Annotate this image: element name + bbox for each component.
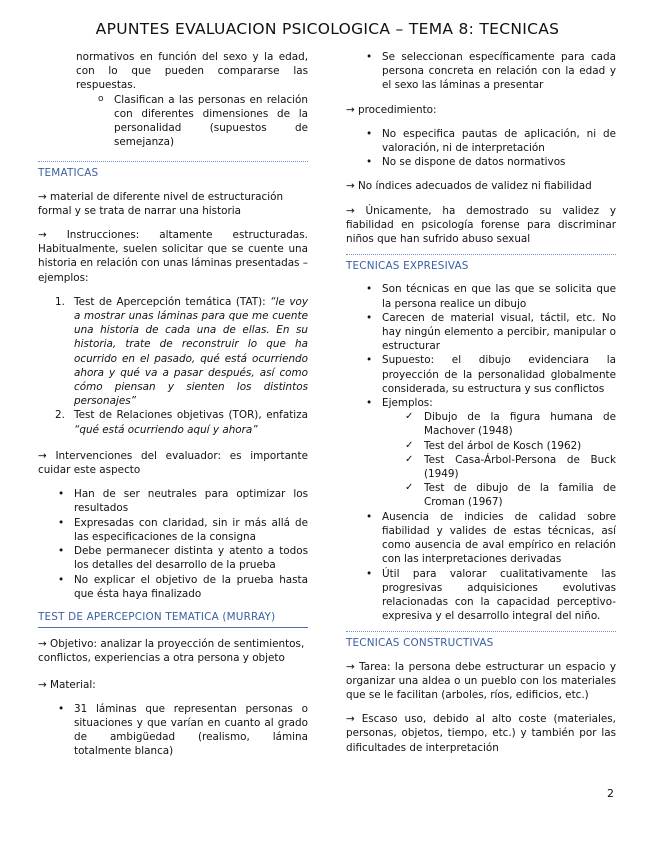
paragraph: → Escaso uso, debido al alto coste (materiales, personas, objetos, tiempo, etc.) y también por las dificultades de interpretación bbox=[346, 713, 616, 754]
list-item: • Son técnicas en que las que se solicita que la persona realice un dibujo bbox=[346, 282, 616, 310]
section-title-constructivas: TECNICAS CONSTRUCTIVAS bbox=[346, 631, 616, 650]
right-column bbox=[346, 50, 616, 755]
procedimiento-bullets bbox=[346, 127, 616, 170]
expresivas-bullets bbox=[346, 282, 616, 410]
section-title-expresivas: TECNICAS EXPRESIVAS bbox=[346, 254, 616, 273]
paragraph: → material de diferente nivel de estructuración formal y se trata de narrar una historia bbox=[38, 190, 284, 217]
list-item: • Ausencia de indicies de calidad sobre fiabilidad y valides de estas técnicas, así como ausencia de aval empírico en relación con las interpretaciones derivadas bbox=[346, 510, 616, 567]
tematicas-examples bbox=[38, 295, 308, 437]
section-title-tematicas: TEMATICAS bbox=[38, 161, 308, 180]
evaluador-bullets bbox=[38, 487, 308, 601]
example-quote: “le voy a mostrar unas láminas para que me cuente una historia de cada una de ellas. En su historia, trate de reconstruir lo que ha ocurrido en el pasado, qué está ocurriendo ahora y qué va a pasar después, así como cómo piensan y sienten los distintos personajes” bbox=[74, 295, 308, 408]
paragraph: → procedimiento: bbox=[346, 103, 437, 116]
list-item: • Carecen de material visual, táctil, etc. No hay ningún elemento a percibir, manipular o estructurar bbox=[346, 311, 616, 354]
intro-continuation: normativos en función del sexo y la edad, con lo que pueden compararse las respuestas. bbox=[76, 51, 308, 92]
list-item: ✓ Test Casa-Árbol-Persona de Buck (1949) bbox=[384, 453, 616, 481]
list-item bbox=[38, 295, 308, 409]
page-title: APUNTES EVALUACION PSICOLOGICA – TEMA 8: TECNICAS bbox=[95, 20, 560, 38]
list-number: 1. bbox=[55, 295, 65, 308]
left-column bbox=[38, 50, 308, 759]
example-text: Test de Relaciones objetivas (TOR), enfatiza bbox=[74, 409, 308, 422]
list-item: • Supuesto: el dibujo evidenciara la proyección de la personalidad globalmente considerada, su estructura y sus conflictos bbox=[346, 353, 616, 396]
paragraph: → Instrucciones: altamente estructuradas. Habitualmente, suelen solicitar que se cuente una historia en relación con unas láminas presentadas – ejemplos: bbox=[38, 229, 308, 284]
list-item: • Han de ser neutrales para optimizar los resultados bbox=[38, 487, 308, 515]
list-item bbox=[38, 408, 308, 436]
intro-bullets bbox=[346, 50, 616, 93]
section-title-tat: TEST DE APERCEPCION TEMATICA (MURRAY) bbox=[38, 610, 308, 628]
list-item: • Útil para valorar cualitativamente las progresivas adquisiciones evolutivas relacionadas con la capacidad perceptivo-expresiva y el desarrollo integral del niño. bbox=[346, 567, 616, 624]
page-number: 2 bbox=[607, 787, 614, 800]
paragraph: → Intervenciones del evaluador: es importante cuidar este aspecto bbox=[38, 449, 308, 477]
example-text: Test de Apercepción temática (TAT): bbox=[74, 295, 271, 308]
list-item: o Clasifican a las personas en relación con diferentes dimensiones de la personalidad (supuestos de semejanza) bbox=[38, 93, 308, 150]
expresivas-examples bbox=[346, 410, 616, 509]
expresivas-bullets-2 bbox=[346, 510, 616, 624]
list-item: • No se dispone de datos normativos bbox=[346, 155, 616, 169]
list-number: 2. bbox=[55, 409, 65, 422]
list-item: • Expresadas con claridad, sin ir más allá de las especificaciones de la consigna bbox=[38, 516, 308, 544]
list-item: • Ejemplos: bbox=[346, 396, 616, 410]
list-item: • Se seleccionan específicamente para cada persona concreta en relación con la edad y el sexo las láminas a presentar bbox=[346, 50, 616, 93]
list-item: • No especifica pautas de aplicación, ni de valoración, ni de interpretación bbox=[346, 127, 616, 155]
paragraph: → Material: bbox=[38, 678, 96, 691]
example-quote: “qué está ocurriendo aquí y ahora” bbox=[74, 423, 258, 436]
paragraph: → No índices adecuados de validez ni fiabilidad bbox=[346, 180, 592, 193]
paragraph: → Objetivo: analizar la proyección de sentimientos, conflictos, experiencias a otra persona y objeto bbox=[38, 638, 305, 665]
list-item: ✓ Dibujo de la figura humana de Machover (1948) bbox=[384, 410, 616, 438]
intro-sublist bbox=[38, 93, 308, 150]
list-item: ✓ Test del árbol de Kosch (1962) bbox=[384, 439, 616, 453]
list-item: ✓ Test de dibujo de la familia de Croman (1967) bbox=[384, 481, 616, 509]
paragraph: → Únicamente, ha demostrado su validez y fiabilidad en psicología forense para discriminar niños que han sufrido abuso sexual bbox=[346, 204, 616, 246]
list-item: • No explicar el objetivo de la prueba hasta que ésta haya finalizado bbox=[38, 573, 308, 601]
list-item: • Debe permanecer distinta y atento a todos los detalles del desarrollo de la prueba bbox=[38, 544, 308, 572]
material-bullets bbox=[38, 702, 308, 759]
list-item: • 31 láminas que representan personas o situaciones y que varían en cuanto al grado de ambigüedad (realismo, lámina totalmente blanca) bbox=[38, 702, 308, 759]
paragraph: → Tarea: la persona debe estructurar un espacio y organizar una aldea o un pueblo con los materiales que se le facilitan (arboles, ríos, edificios, etc.) bbox=[346, 660, 616, 701]
